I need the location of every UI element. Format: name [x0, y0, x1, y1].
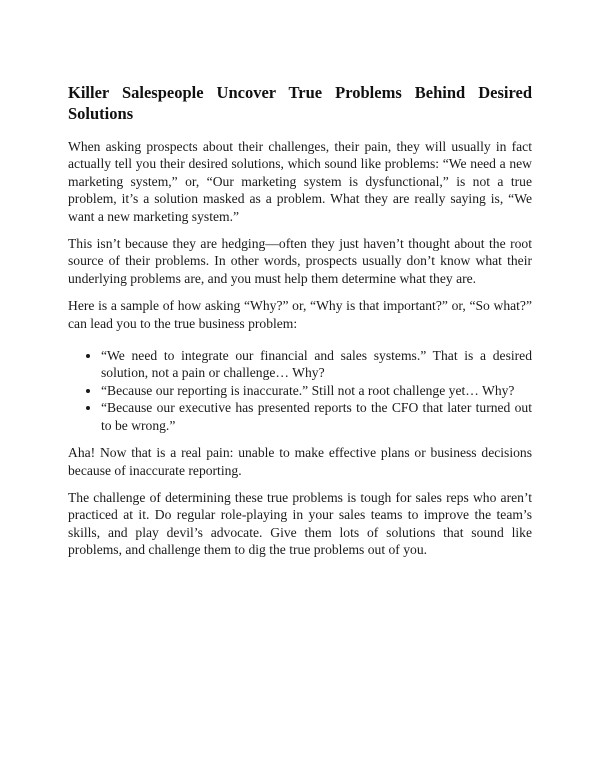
bullet-list	[68, 347, 532, 434]
list-item: • “Because our executive has presented reports to the CFO that later turned out to be wrong.”	[101, 399, 532, 434]
paragraph-hedging: This isn’t because they are hedging—often they just haven’t thought about the root source of their problems. In other words, prospects usually don’t know what their underlying problems are, and you must help them determine what they are.	[68, 236, 532, 286]
page-title: Killer Salespeople Uncover True Problems Behind Desired Solutions	[68, 83, 532, 123]
paragraph-intro: When asking prospects about their challenges, their pain, they will usually in fact actually tell you their desired solutions, which sound like problems: “We need a new marketing system,” or, “Our marketing system is dysfunctional,” is not a true problem, it’s a solution masked as a problem. What they are really saying is, “We want a new marketing system.”	[68, 139, 532, 224]
paragraph-challenge: The challenge of determining these true problems is tough for sales reps who aren’t practiced at it. Do regular role-playing in your sales teams to improve the team’s skills, and play devil’s advocate. Give them lots of solutions that sound like problems, and challenge them to dig the true problems out of you.	[68, 489, 532, 558]
paragraph-why-sample: Here is a sample of how asking “Why?” or, “Why is that important?” or, “So what?” can lead you to the true business problem:	[68, 298, 532, 331]
list-item: • “Because our reporting is inaccurate.” Still not a root challenge yet… Why?	[101, 382, 532, 399]
list-item: • “We need to integrate our financial and sales systems.” That is a desired solution, not a pain or challenge… Why?	[101, 347, 532, 382]
paragraph-aha: Aha! Now that is a real pain: unable to make effective plans or business decisions because of inaccurate reporting.	[68, 445, 532, 478]
